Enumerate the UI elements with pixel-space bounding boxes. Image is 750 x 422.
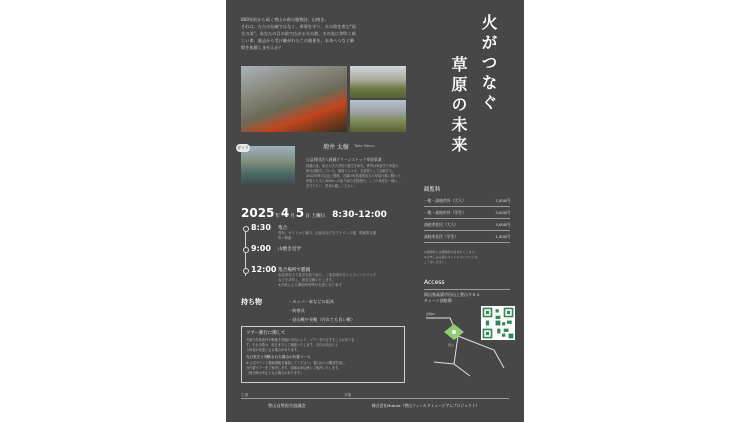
timeline-time: 12:00 xyxy=(251,265,277,274)
footer-divider xyxy=(241,398,509,399)
belongings-list xyxy=(288,297,355,324)
guide-organization: 公益財団法人阿蘇グリーンストック草原事業 xyxy=(306,157,382,162)
event-poster xyxy=(226,0,524,422)
guide-portrait xyxy=(241,146,295,186)
intro-text: 800年前から続く曽山の春の風物詩、山焼き。 それは、ただの伝統ではなく、草原を守り、火の命を育む"再 生の炎"。あなたの目の前で広がる火の波、その先に芽吹く新 しい命。過去から受け継がれたこの風景を、未来へつなぐ瞬 間を体験しませんか？ xyxy=(241,17,356,50)
fee-row: 一般・高校市外（大人） 7,000円 xyxy=(424,195,510,207)
timeline-label: 山焼き見学 xyxy=(278,247,301,252)
access-heading: Access xyxy=(424,279,445,286)
divider xyxy=(424,289,510,290)
date-weekday: 土曜日 xyxy=(311,214,326,219)
notice-heading: ツアー催行に関して xyxy=(246,331,286,336)
tour-notice-box: ツアー催行に関して 天候や気象条件や野焼き実施の可否により、ツアーを中止することがありま す。中止の際は、前日までにご連絡いたします。当日の状況によ り内容が変更になる場合があります。 当日荒天と判断された場合の代替コース ※ 公式サイトで最新情報を確認してください。曽山からの眺望を楽し む代替ツアーをご案内します。詳細は申込時にご案内いたします。 （雨天時は中止となる場合があります） xyxy=(241,326,405,383)
event-time: 8:30-12:00 xyxy=(332,210,387,220)
fee-note: ※保険料には保険料が含まれています。 ※お申し込み後のキャンセルについては ご了承ください。 xyxy=(424,250,478,264)
guide-bio: 阿蘇出身。東京大学大学院で植生を研究。専門は草原学で草原の 保全活動をしている。環境と人々が、支援者として活動する。 2012年株式会社に開業。近隣の町役場等担当の草原行事に関わり、 草原とともにSDGsへの取り組みを推進中。ここの草原を一緒に 見守りたい、是非お越しください。 xyxy=(306,164,404,188)
sponsor-label: 主催 xyxy=(241,393,249,397)
operator-name: 株式会社Muture（曽山フィールドミュージアムプロジェクト） xyxy=(372,403,480,408)
belongings-heading: 持ち物 xyxy=(241,298,262,306)
map-label: 倉敷IC xyxy=(426,312,435,316)
fees-heading: 観覧料 xyxy=(424,187,441,193)
timeline-dot xyxy=(243,247,249,253)
qr-code[interactable] xyxy=(481,306,515,340)
notice-subheading: 当日荒天と判断された場合の代替コース xyxy=(246,355,311,359)
title-line-2: 草原の未来 xyxy=(449,56,468,156)
date-day: 5 xyxy=(295,206,305,220)
timeline-dot xyxy=(243,268,249,274)
timeline-detail: 参加者同士で見学を振り返り、ご参加者の方々とフィードバック などを共有し、意見交換いたします。 ※天候により開始時刻等が変更になります xyxy=(278,273,376,287)
guide-tag: ガイド xyxy=(237,145,249,150)
timeline-label: 集合 xyxy=(278,226,288,231)
photo-mountain-burning xyxy=(241,66,347,132)
fee-row: 一般・高校市外（学生） 3,000円 xyxy=(424,207,510,219)
photo-grassland xyxy=(350,66,406,98)
map-label: 曽山 xyxy=(448,343,455,347)
fee-row: 高校市住民（学生） 1,500円 xyxy=(424,231,510,243)
timeline-detail: 受付、ガイドから案内、注意点などをアナウンス後、現地集合場 所へ移動 xyxy=(278,231,377,240)
photo-hillside xyxy=(350,100,406,132)
date-year: 2025 xyxy=(241,206,275,220)
title-line-1: 火がつなぐ xyxy=(479,14,498,114)
operator-label: 共催 xyxy=(344,393,352,397)
event-date: 2025年4月5日 土曜日 8:30-12:00 xyxy=(241,206,387,220)
list-item: ・昼山靴や長靴（汚れても良い靴） xyxy=(288,317,356,322)
list-item: ・防寒具 xyxy=(288,308,305,313)
date-month: 4 xyxy=(280,206,290,220)
guide-name: 増井 太樹 xyxy=(323,144,349,151)
access-address: 岡山県高梁市田山上曽山９８４ チェーン前駐場 xyxy=(424,292,480,303)
list-item: ・カッパ・傘などの雨具 xyxy=(288,299,335,304)
fee-row: 高校市住民（大人） 3,000円 xyxy=(424,219,510,231)
timeline-time: 9:00 xyxy=(251,244,271,253)
timeline-time: 8:30 xyxy=(251,223,271,232)
sponsor-name: 曽山自然再生協議会 xyxy=(268,403,306,408)
timeline-dot xyxy=(243,226,249,232)
guide-name-english: Taiki Masui xyxy=(354,143,375,148)
timeline-label: 集合場所で懇親 xyxy=(278,268,311,273)
